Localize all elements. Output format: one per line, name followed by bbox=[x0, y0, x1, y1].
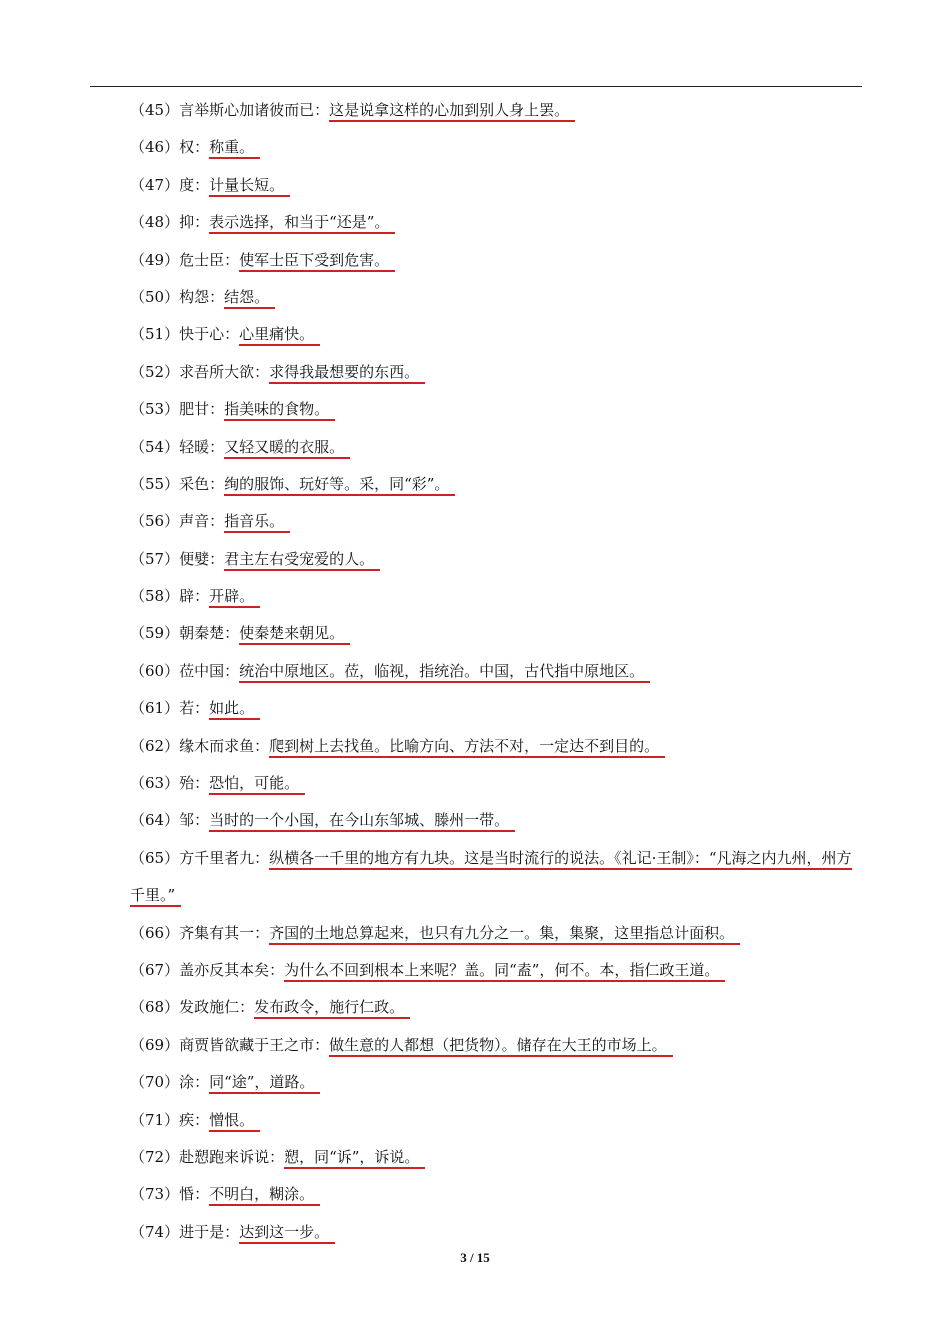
annotation-term: （73）惛： bbox=[130, 1185, 210, 1204]
annotation-entry bbox=[90, 391, 862, 428]
annotation-entry bbox=[90, 242, 862, 279]
annotation-entry bbox=[90, 615, 862, 652]
annotation-term: （46）权： bbox=[130, 138, 210, 157]
annotation-answer: 纵横各一千里的地方有九块。这是当时流行的说法。《礼记·王制》：“凡海之内九州，州方千里。” bbox=[130, 849, 852, 907]
annotation-term: （69）商贾皆欲藏于王之市： bbox=[130, 1035, 330, 1054]
annotation-entry bbox=[90, 915, 862, 952]
annotation-term: （53）肥甘： bbox=[130, 400, 225, 419]
annotation-answer: 愬，同“诉”，诉说。 bbox=[284, 1148, 425, 1169]
annotation-term: （64）邹： bbox=[130, 811, 210, 830]
annotation-answer: 开辟。 bbox=[209, 587, 260, 608]
annotation-term: （62）缘木而求鱼： bbox=[130, 736, 270, 755]
annotation-entry bbox=[90, 1064, 862, 1101]
annotation-term: （65）方千里者九： bbox=[130, 848, 270, 867]
annotation-answer: 指音乐。 bbox=[224, 512, 290, 533]
annotation-entry bbox=[90, 690, 862, 727]
annotation-term: （74）进于是： bbox=[130, 1222, 240, 1241]
annotation-answer: 达到这一步。 bbox=[239, 1223, 335, 1244]
annotation-entry bbox=[90, 129, 862, 166]
annotation-term: （45）言举斯心加诸彼而已： bbox=[130, 101, 330, 119]
annotation-answer: 做生意的人都想（把货物）。储存在大王的市场上。 bbox=[329, 1036, 673, 1057]
annotation-term: （72）赴愬跑来诉说： bbox=[130, 1147, 285, 1166]
annotation-answer: 计量长短。 bbox=[209, 176, 290, 197]
annotation-entry bbox=[90, 989, 862, 1026]
annotation-answer: 为什么不回到根本上来呢？盖。同“盍”，何不。本，指仁政王道。 bbox=[284, 961, 725, 982]
annotation-term: （56）声音： bbox=[130, 512, 225, 531]
annotation-answer: 结怨。 bbox=[224, 288, 275, 309]
annotation-answer: 表示选择，和当于“还是”。 bbox=[209, 213, 395, 234]
annotation-answer: 使秦楚来朝见。 bbox=[239, 624, 350, 645]
annotation-answer: 同“途”，道路。 bbox=[209, 1073, 320, 1094]
annotation-entry bbox=[90, 354, 862, 391]
annotation-entry bbox=[90, 1102, 862, 1139]
annotation-term: （59）朝秦楚： bbox=[130, 624, 240, 643]
annotation-term: （51）快于心： bbox=[130, 325, 240, 344]
annotation-term: （61）若： bbox=[130, 699, 210, 718]
annotation-term: （60）莅中国： bbox=[130, 661, 240, 680]
annotation-entry bbox=[90, 578, 862, 615]
annotation-term: （63）殆： bbox=[130, 774, 210, 793]
annotation-entry bbox=[90, 204, 862, 241]
annotation-answer: 如此。 bbox=[209, 699, 260, 720]
annotation-term: （50）构怨： bbox=[130, 287, 225, 306]
annotation-term: （66）齐集有其一： bbox=[130, 923, 270, 942]
page-number: 3 / 15 bbox=[460, 1250, 490, 1265]
annotation-entry bbox=[90, 1027, 862, 1064]
annotation-entry bbox=[90, 765, 862, 802]
annotation-answer: 齐国的土地总算起来，也只有九分之一。集，集聚，这里指总计面积。 bbox=[269, 924, 740, 945]
annotation-answer: 恐怕，可能。 bbox=[209, 774, 305, 795]
annotation-entry bbox=[90, 316, 862, 353]
annotation-term: （48）抑： bbox=[130, 213, 210, 232]
annotation-term: （47）度： bbox=[130, 175, 210, 194]
annotation-entry bbox=[90, 1139, 862, 1176]
annotation-answer: 憎恨。 bbox=[209, 1111, 260, 1132]
annotation-entry bbox=[90, 802, 862, 839]
annotation-answer: 使军士臣下受到危害。 bbox=[239, 251, 395, 272]
annotation-entry bbox=[90, 279, 862, 316]
header-rule bbox=[90, 86, 862, 87]
annotation-answer: 这是说拿这样的心加到别人身上罢。 bbox=[329, 101, 575, 122]
annotation-entry bbox=[90, 429, 862, 466]
annotation-entry bbox=[90, 728, 862, 765]
annotation-term: （68）发政施仁： bbox=[130, 998, 255, 1017]
annotation-term: （55）采色： bbox=[130, 474, 225, 493]
annotation-entry bbox=[90, 541, 862, 578]
annotation-list bbox=[90, 92, 862, 1251]
annotation-term: （58）辟： bbox=[130, 587, 210, 606]
annotation-answer: 指美味的食物。 bbox=[224, 400, 335, 421]
annotation-entry bbox=[90, 1214, 862, 1251]
annotation-answer: 当时的一个小国，在今山东邹城、滕州一带。 bbox=[209, 811, 515, 832]
annotation-answer: 不明白，糊涂。 bbox=[209, 1185, 320, 1206]
annotation-term: （52）求吾所大欲： bbox=[130, 362, 270, 381]
annotation-answer: 称重。 bbox=[209, 138, 260, 159]
annotation-entry bbox=[90, 1176, 862, 1213]
annotation-answer: 心里痛快。 bbox=[239, 325, 320, 346]
annotation-entry bbox=[90, 92, 862, 129]
annotation-answer: 君主左右受宠爱的人。 bbox=[224, 550, 380, 571]
annotation-entry bbox=[90, 840, 862, 915]
annotation-answer: 发布政令，施行仁政。 bbox=[254, 998, 410, 1019]
annotation-entry bbox=[90, 952, 862, 989]
annotation-entry bbox=[90, 503, 862, 540]
annotation-term: （67）盖亦反其本矣： bbox=[130, 961, 285, 980]
annotation-answer: 绚的服饰、玩好等。采，同“彩”。 bbox=[224, 475, 455, 496]
annotation-answer: 爬到树上去找鱼。比喻方向、方法不对，一定达不到目的。 bbox=[269, 737, 665, 758]
annotation-term: （49）危士臣： bbox=[130, 250, 240, 269]
annotation-term: （71）疾： bbox=[130, 1110, 210, 1129]
annotation-entry bbox=[90, 466, 862, 503]
annotation-answer: 又轻又暖的衣服。 bbox=[224, 438, 350, 459]
annotation-entry bbox=[90, 653, 862, 690]
annotation-entry bbox=[90, 167, 862, 204]
annotation-term: （57）便嬖： bbox=[130, 549, 225, 568]
annotation-answer: 统治中原地区。莅，临视，指统治。中国，古代指中原地区。 bbox=[239, 662, 650, 683]
annotation-term: （70）涂： bbox=[130, 1073, 210, 1092]
annotation-answer: 求得我最想要的东西。 bbox=[269, 363, 425, 384]
annotation-term: （54）轻暖： bbox=[130, 437, 225, 456]
